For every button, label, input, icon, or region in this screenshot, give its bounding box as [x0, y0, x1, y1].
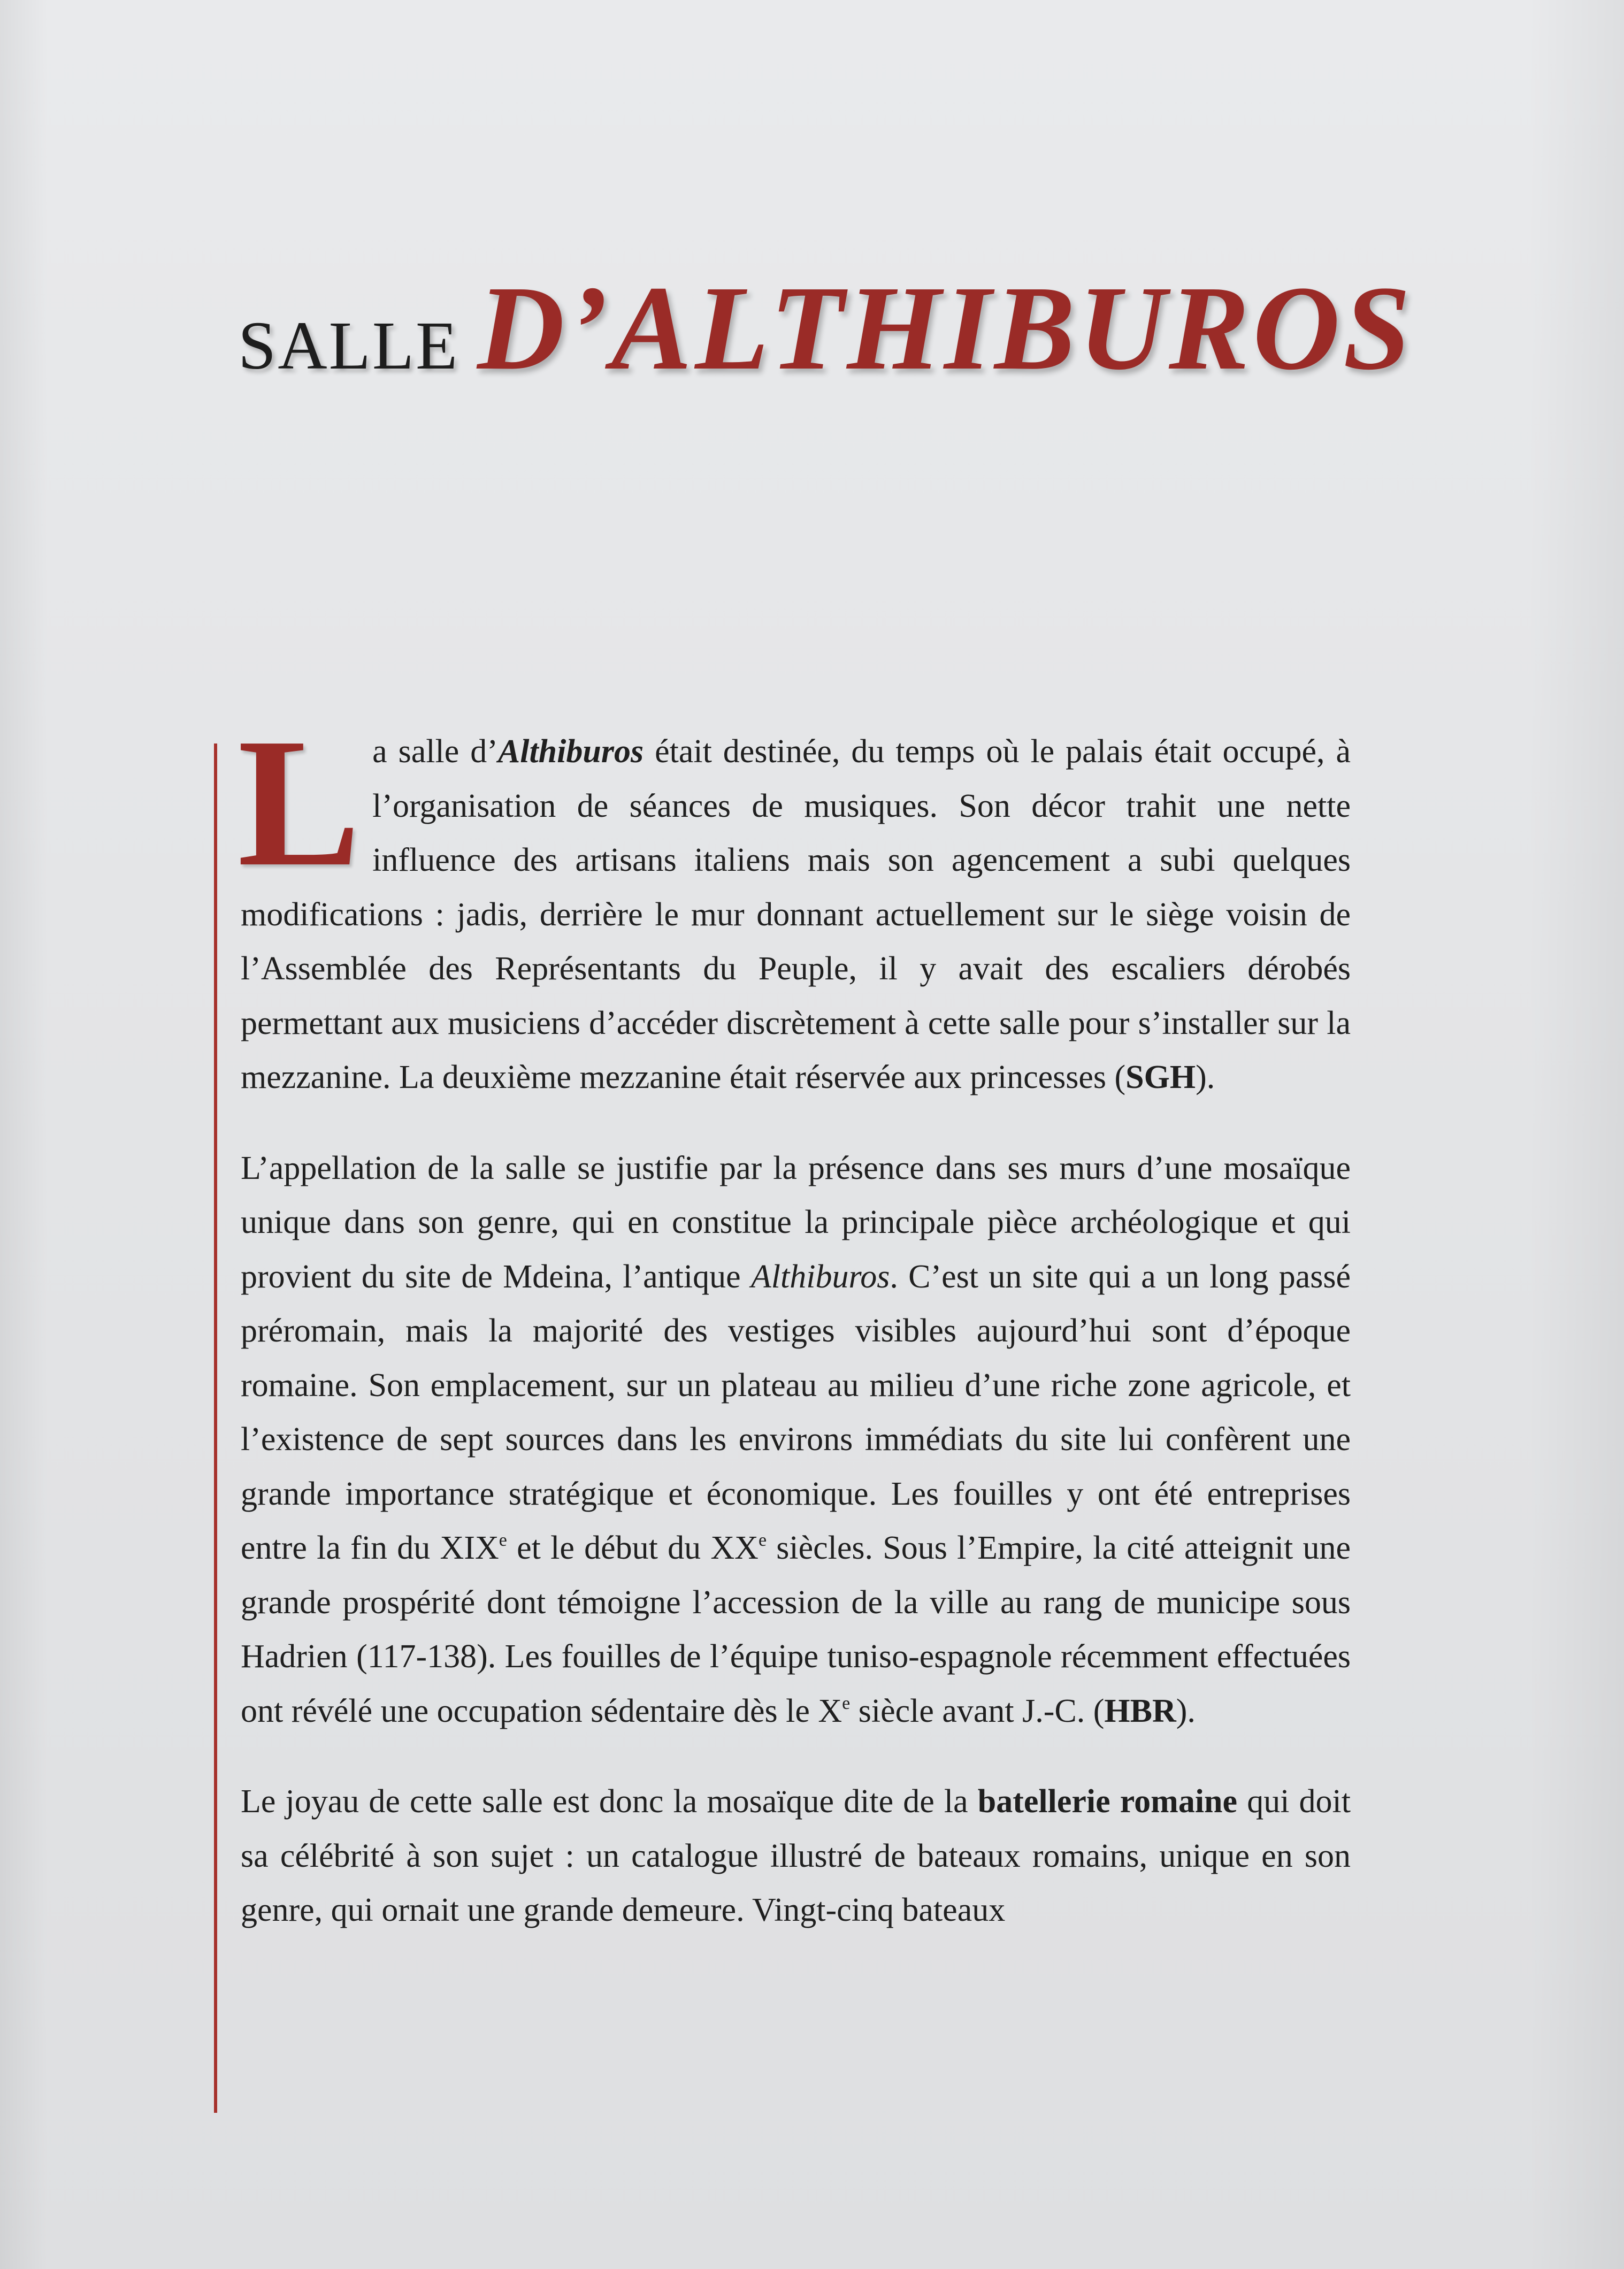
page-shadow-left [0, 0, 48, 2269]
paragraph-2 [241, 1141, 1351, 1739]
title-prefix: SALLE [238, 308, 459, 384]
p2-text-1: L’appellation de la salle se justifie par la présence dans ses murs d’une mosaïque unique dans son genre, qui en constitue la principale pièce archéologique et qui provient du site de Mdeina, l’antique [241, 1149, 1351, 1295]
title-main: D’ALTHIBUROS [477, 261, 1414, 395]
p2-superscript-3: e [842, 1693, 851, 1713]
paragraph-1 [238, 700, 1351, 1105]
p3-text-2: qui doit sa célébrité à son sujet : un catalogue illustré de bateaux romains, unique en son genre, qui ornait une grande demeure. Vingt-cinq bateaux [241, 1783, 1351, 1928]
p2-text-3: et le début du XX [507, 1530, 759, 1566]
p2-superscript-2: e [758, 1530, 767, 1550]
p1-ref-sgh: SGH [1125, 1059, 1196, 1095]
paragraph-3 [241, 1775, 1351, 1938]
page-title [238, 261, 1554, 395]
body-text [238, 700, 1351, 1974]
p1-text-1: a salle d’ [372, 733, 498, 770]
p2-text-6: ). [1176, 1692, 1196, 1729]
drop-cap: L [238, 700, 361, 904]
p2-ref-hbr: HBR [1104, 1692, 1176, 1729]
p1-text-2: était destinée, du temps où le palais était occupé, à l’organisation de séances de musiques. Son décor trahit une nette influence des artisans italiens mais son agencement a subi quelques modifications : jadis, derrière le mur donnant actuellement sur le siège voisin de l’Assemblée des Représentants du Peuple, il y avait des escaliers dérobés permettant aux musiciens d’accéder discrètement à cette salle pour s’installer sur la mezzanine. La deuxième mezzanine était réservée aux princesses ( [241, 733, 1351, 1095]
p2-text-2: . C’est un site qui a un long passé préromain, mais la majorité des vestiges visibles aujourd’hui sont d’époque romaine. Son emplacement, sur un plateau au milieu d’une riche zone agricole, et l’existence de sept sources dans les environs immédiats du site lui confèrent une grande importance stratégique et économique. Les fouilles y ont été entreprises entre la fin du XIX [241, 1258, 1351, 1566]
margin-rule [214, 743, 217, 2113]
p1-emphasis-althiburos: Althiburos [497, 733, 644, 770]
p2-text-4: siècles. Sous l’Empire, la cité atteignit une grande prospérité dont témoigne l’accession de la ville au rang de municipe sous Hadrien (117-138). Les fouilles de l’équipe tuniso-espagnole récemment effectuées ont révélé une occupation sédentaire dès le X [241, 1530, 1351, 1729]
p2-text-5: siècle avant J.-C. ( [850, 1692, 1105, 1729]
p1-text-3: ). [1196, 1059, 1215, 1095]
p3-bold-batellerie: batellerie romaine [977, 1783, 1238, 1820]
p2-superscript-1: e [499, 1530, 507, 1550]
p3-text-1: Le joyau de cette salle est donc la mosaïque dite de la [241, 1783, 978, 1820]
p2-emphasis-althiburos: Althiburos [750, 1258, 890, 1295]
